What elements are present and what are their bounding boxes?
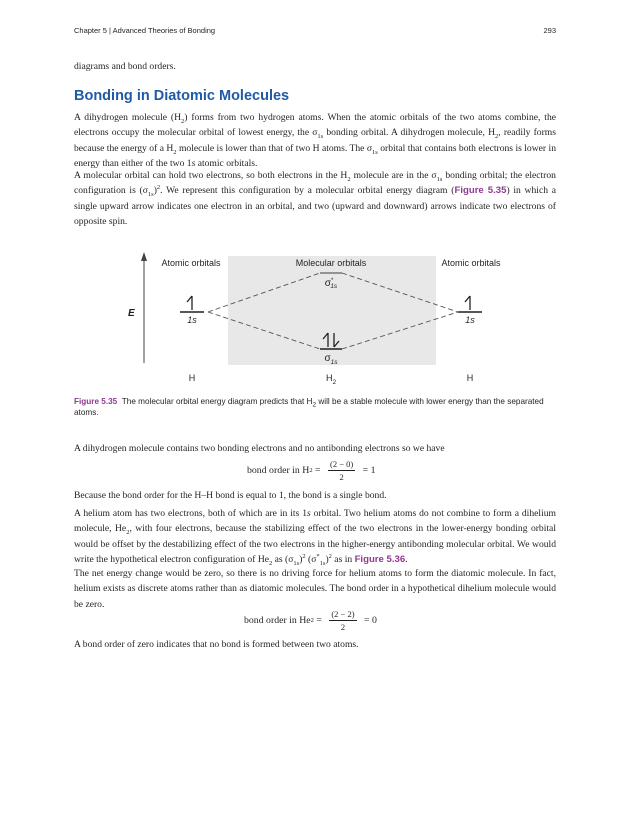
- left-up-electron-arrow: [187, 296, 192, 310]
- figure-number: Figure 5.35: [74, 397, 118, 406]
- bonding-label: $\sigma_{1s}$: [324, 353, 338, 366]
- intro-line: diagrams and bond orders.: [74, 61, 176, 72]
- atom-label-left: H: [188, 373, 196, 383]
- atom-label-right: H: [466, 373, 474, 383]
- fraction: $\frac{(2 - 0)}{2}$: [330, 459, 354, 482]
- section-title: Bonding in Diatomic Molecules: [74, 88, 290, 104]
- paragraph-bonding-electrons: A dihydrogen molecule contains two bonding electrons and no antibonding electrons so we have: [74, 443, 445, 454]
- label-atomic-orbitals-right: Atomic orbitals: [441, 258, 501, 268]
- label-molecular-orbitals: Molecular orbitals: [295, 258, 367, 268]
- label-atomic-orbitals-left: Atomic orbitals: [161, 258, 221, 268]
- antibonding-label: σ* 1s: [324, 278, 338, 290]
- paragraph-molecular-orbital: A molecular orbital can hold two electrons, so both electrons in the $H_2$ molecule are in the $\sigma_{1s}$ bonding orbital; the electron configuration is $(\sigma_{1s})^2$. We represent this configuration by a molecular orbital energy diagram (Figure 5.35) in which a single upward arrow indicates one electron in an orbital, and two (upward and downward) arrows indicate two electrons of opposite spin.: [74, 170, 556, 228]
- energy-axis-label: E: [128, 308, 135, 319]
- mo-energy-diagram: [74, 248, 556, 390]
- right-up-electron-arrow: [465, 296, 470, 310]
- he2-configuration: $(\sigma_{1s})^2$ $(\sigma^*_{1s})^2$: [285, 553, 332, 568]
- paragraph-dihydrogen: A dihydrogen molecule $(H_2)$ forms from two hydrogen atoms. When the atomic orbitals of the two atoms combine, the electrons occupy the molecular orbital of lowest energy, the $\sigma_{1s}$ bonding orbital. A dihydrogen molecule, $H_2$, readily forms because the energy of a $H_2$ molecule is lower than that of two H atoms. The $\sigma_{1s}$ orbital that contains both electrons is lower in energy than either of the two 1s atomic orbitals.: [74, 112, 556, 170]
- equation-bond-order-he2: bond order in He 2 = $\frac{(2 - 2)}{2}$ = 0: [244, 609, 377, 632]
- running-header-chapter: Chapter 5 | Advanced Theories of Bonding: [74, 26, 216, 35]
- equation-bond-order-h2: bond order in H 2 = $\frac{(2 - 0)}{2}$ = 1: [247, 459, 376, 482]
- molecule-label: $H_2$: [325, 373, 337, 386]
- electron-configuration: $(\sigma_{1s})^2$: [139, 184, 161, 199]
- figure-caption: Figure 5.35 The molecular orbital energy diagram predicts that $H_2$ will be a stable molecule with lower energy than the separated atoms.: [74, 397, 544, 417]
- figure-5-36-link[interactable]: Figure 5.36: [354, 554, 406, 566]
- figure-5-35-link[interactable]: Figure 5.35: [454, 185, 507, 197]
- right-1s-label: 1s: [465, 315, 475, 325]
- paragraph-zero-bond-order: A bond order of zero indicates that no bond is formed between two atoms.: [74, 639, 359, 650]
- paragraph-single-bond: Because the bond order for the H–H bond is equal to 1, the bond is a single bond.: [74, 490, 387, 501]
- fraction: $\frac{(2 - 2)}{2}$: [331, 609, 355, 632]
- page-number: 293: [543, 26, 556, 35]
- paragraph-helium: A helium atom has two electrons, both of which are in its 1s orbital. Two helium atoms do not combine to form a dihelium molecule, $He_2$, with four electrons, because the stabilizing effect of the two electrons in the lower-energy bonding orbital would be offset by the destabilizing effect of the two electrons in the higher-energy antibonding molecular orbital. We would write the hypothetical electron configuration of $He_2$ as $(\sigma_{1s})^2$ $(\sigma^*_{1s})^2$ as in Figure 5.36.: [74, 508, 556, 568]
- paragraph-net-energy: The net energy change would be zero, so there is no driving force for helium atoms to form the diatomic molecule. In fact, helium exists as discrete atoms rather than as diatomic molecules. The bond order in a hypothetical dihelium molecule would be zero.: [74, 568, 556, 610]
- left-1s-label: 1s: [187, 315, 197, 325]
- energy-axis-arrowhead: [141, 252, 147, 261]
